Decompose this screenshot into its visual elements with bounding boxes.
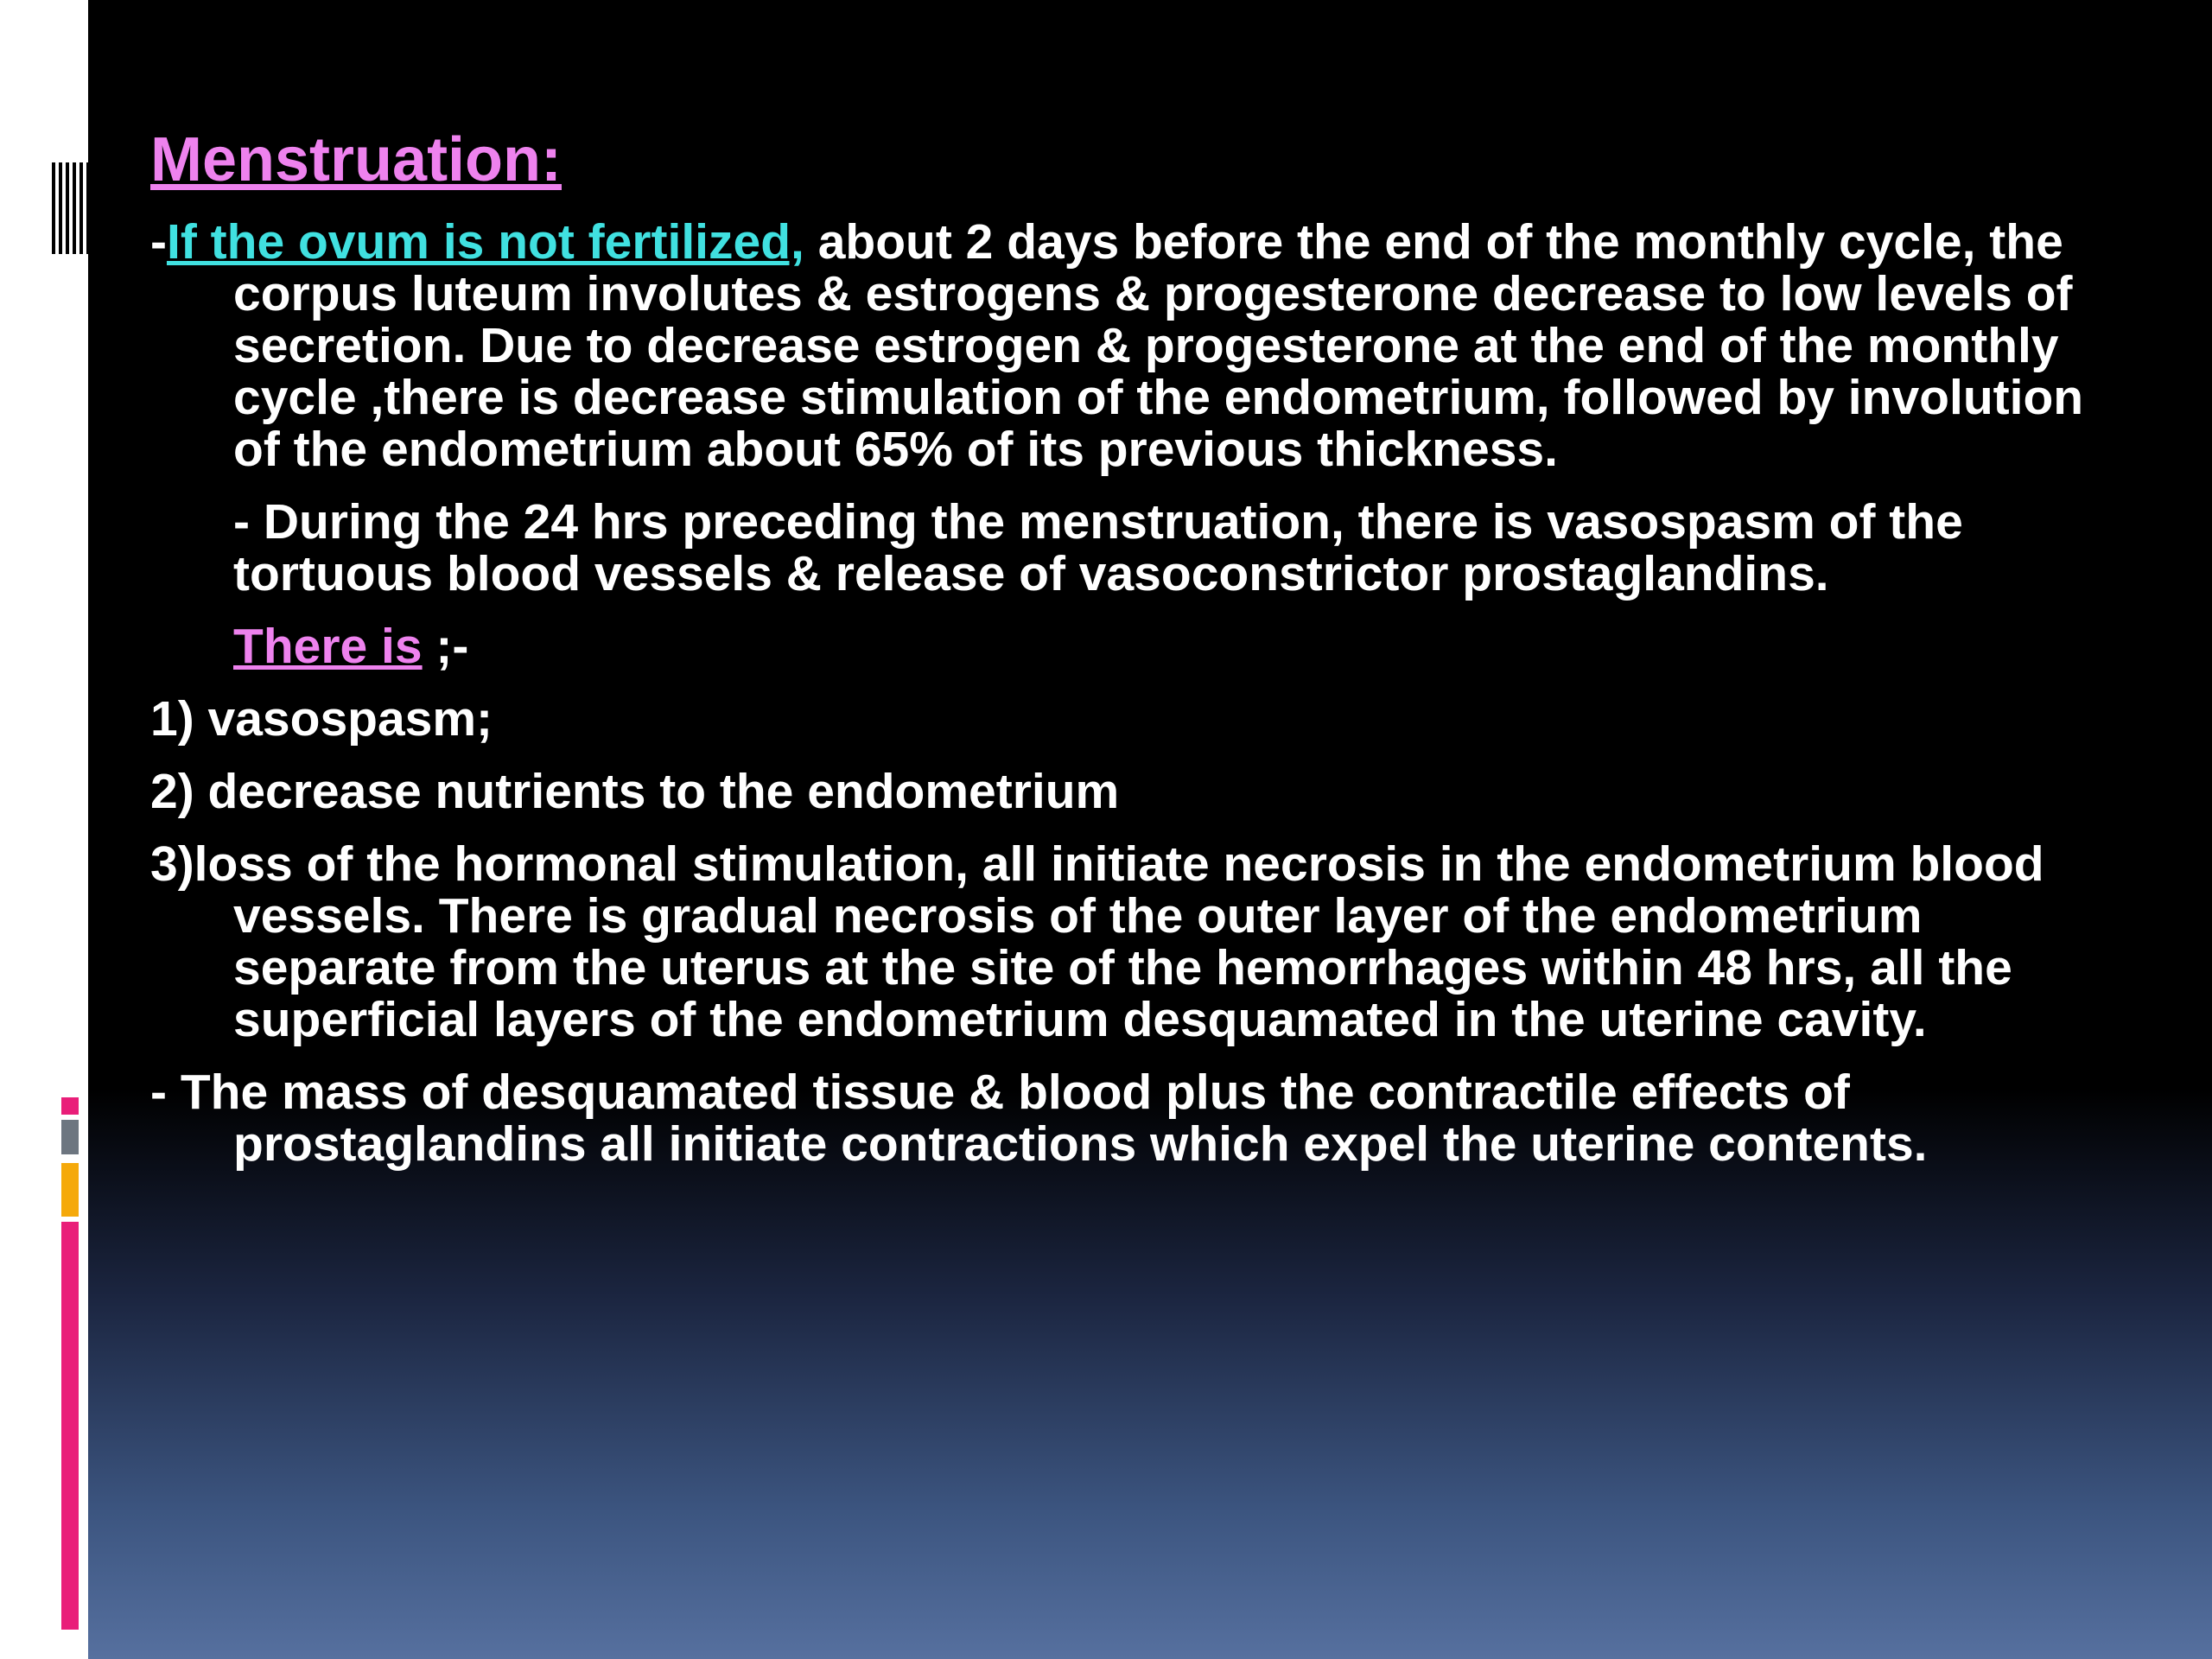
list-item-3: 3)loss of the hormonal stimulation, all initiate necrosis in the endometrium blood vessels. There is gradual necrosis of the outer layer of the endometrium separate from the uterus at the site of the hemorrhages within 48 hrs, all the superficial layers of the endometrium desquamated in the uterine cavity. [150,836,2044,1047]
barcode-decoration [52,162,88,254]
there-is-suffix: ;- [422,619,469,674]
paragraph-fertilization [150,216,2086,475]
paragraph-body: about 2 days before the end of the monthly cycle, the corpus luteum involutes & estrogens & progesterone decrease to low levels of secretion. Due to decrease estrogen & progesterone at the end of the monthly cycle ,there is decrease stimulation of the endometrium, followed by involution of the endometrium about 65% of its previous thickness. [233,214,2084,477]
slide-content [150,121,2086,1191]
accent-bar-gold [61,1163,79,1217]
there-is-heading: There is [233,619,423,674]
there-is-line [150,620,2086,672]
list-item-2: 2) decrease nutrients to the endometrium [150,764,1120,819]
fertilization-link[interactable]: If the ovum is not fertilized, [166,214,804,270]
list-item-1: 1) vasospasm; [150,691,493,747]
accent-bar-pink [61,1222,79,1630]
paragraph-prefix: - [150,214,167,270]
paragraph-expulsion: - The mass of desquamated tissue & blood plus the contractile effects of prostaglandins all initiate contractions which expel the uterine contents. [150,1065,1928,1172]
accent-bar-pink-top [61,1097,79,1115]
accent-bar-gray [61,1120,79,1154]
paragraph-vasospasm: - During the 24 hrs preceding the menstruation, there is vasospasm of the tortuous blood vessels & release of vasoconstrictor prostaglandins. [233,494,1963,601]
slide-title: Menstruation: [150,125,562,194]
